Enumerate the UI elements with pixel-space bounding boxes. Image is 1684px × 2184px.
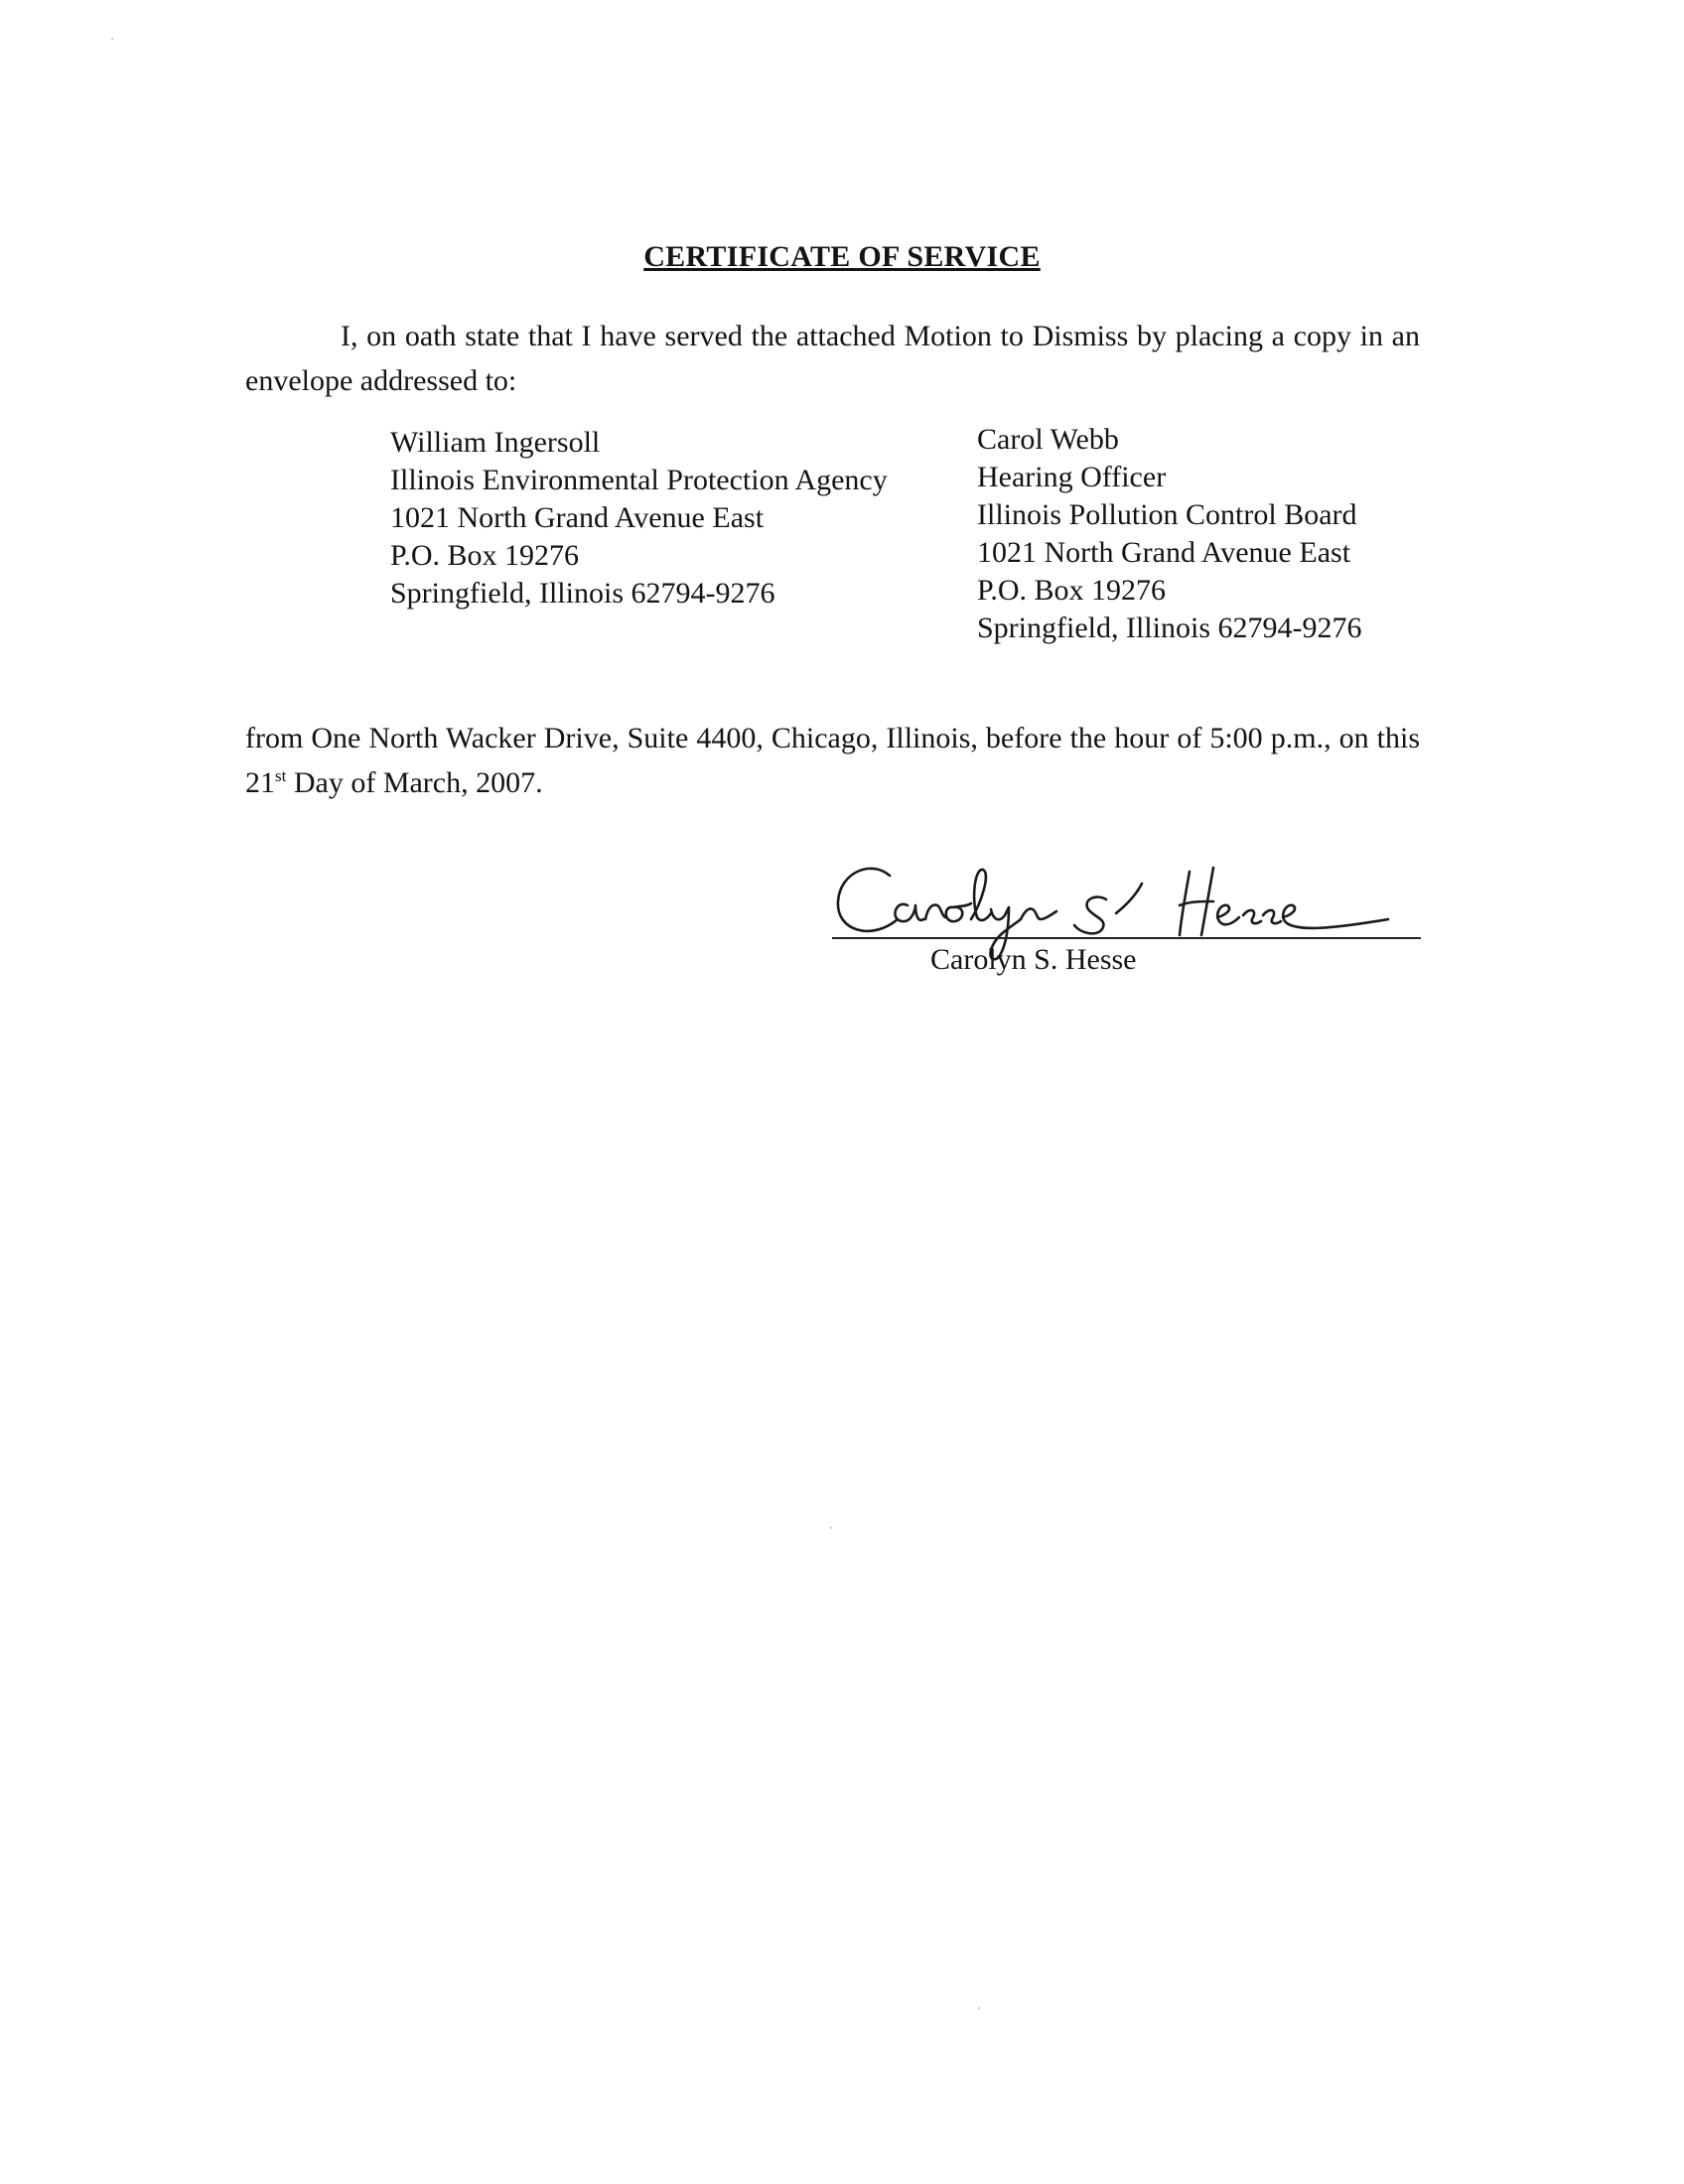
intro-paragraph: I, on oath state that I have served the attached Motion to Dismiss by placing a copy in an envelope addressed to: [245,320,1420,397]
recipient-2-line: Springfield, Illinois 62794-9276 [977,612,1362,644]
recipient-2-line: Illinois Pollution Control Board [977,498,1357,531]
recipient-2-line: Carol Webb [977,423,1119,456]
recipient-1-line: 1021 North Grand Avenue East [390,501,765,534]
closing-paragraph [245,716,1420,805]
signer-name: Carolyn S. Hesse [930,943,1137,976]
scan-speck [830,1527,832,1529]
recipient-1-line: William Ingersoll [390,426,601,459]
closing-date-text: Day of March, 2007. [286,766,543,799]
recipient-2-line: P.O. Box 19276 [977,574,1167,607]
certificate-title: CERTIFICATE OF SERVICE [643,240,1041,273]
recipient-2-line: 1021 North Grand Avenue East [977,536,1351,569]
recipient-address-1 [390,424,888,613]
scan-speck [978,2007,980,2009]
recipient-1-line: P.O. Box 19276 [390,539,580,572]
recipient-1-line: Springfield, Illinois 62794-9276 [390,577,775,610]
ordinal-suffix: st [275,766,287,785]
closing-text: from One North Wacker Drive, Suite 4400, Chicago, Illinois, before the hour of 5:00 p.m., on this 21 [245,722,1420,799]
scan-speck [111,38,113,40]
recipient-2-line: Hearing Officer [977,461,1167,493]
recipient-address-2 [977,421,1361,647]
signature-line [832,937,1421,939]
recipient-1-line: Illinois Environmental Protection Agency [390,464,888,496]
